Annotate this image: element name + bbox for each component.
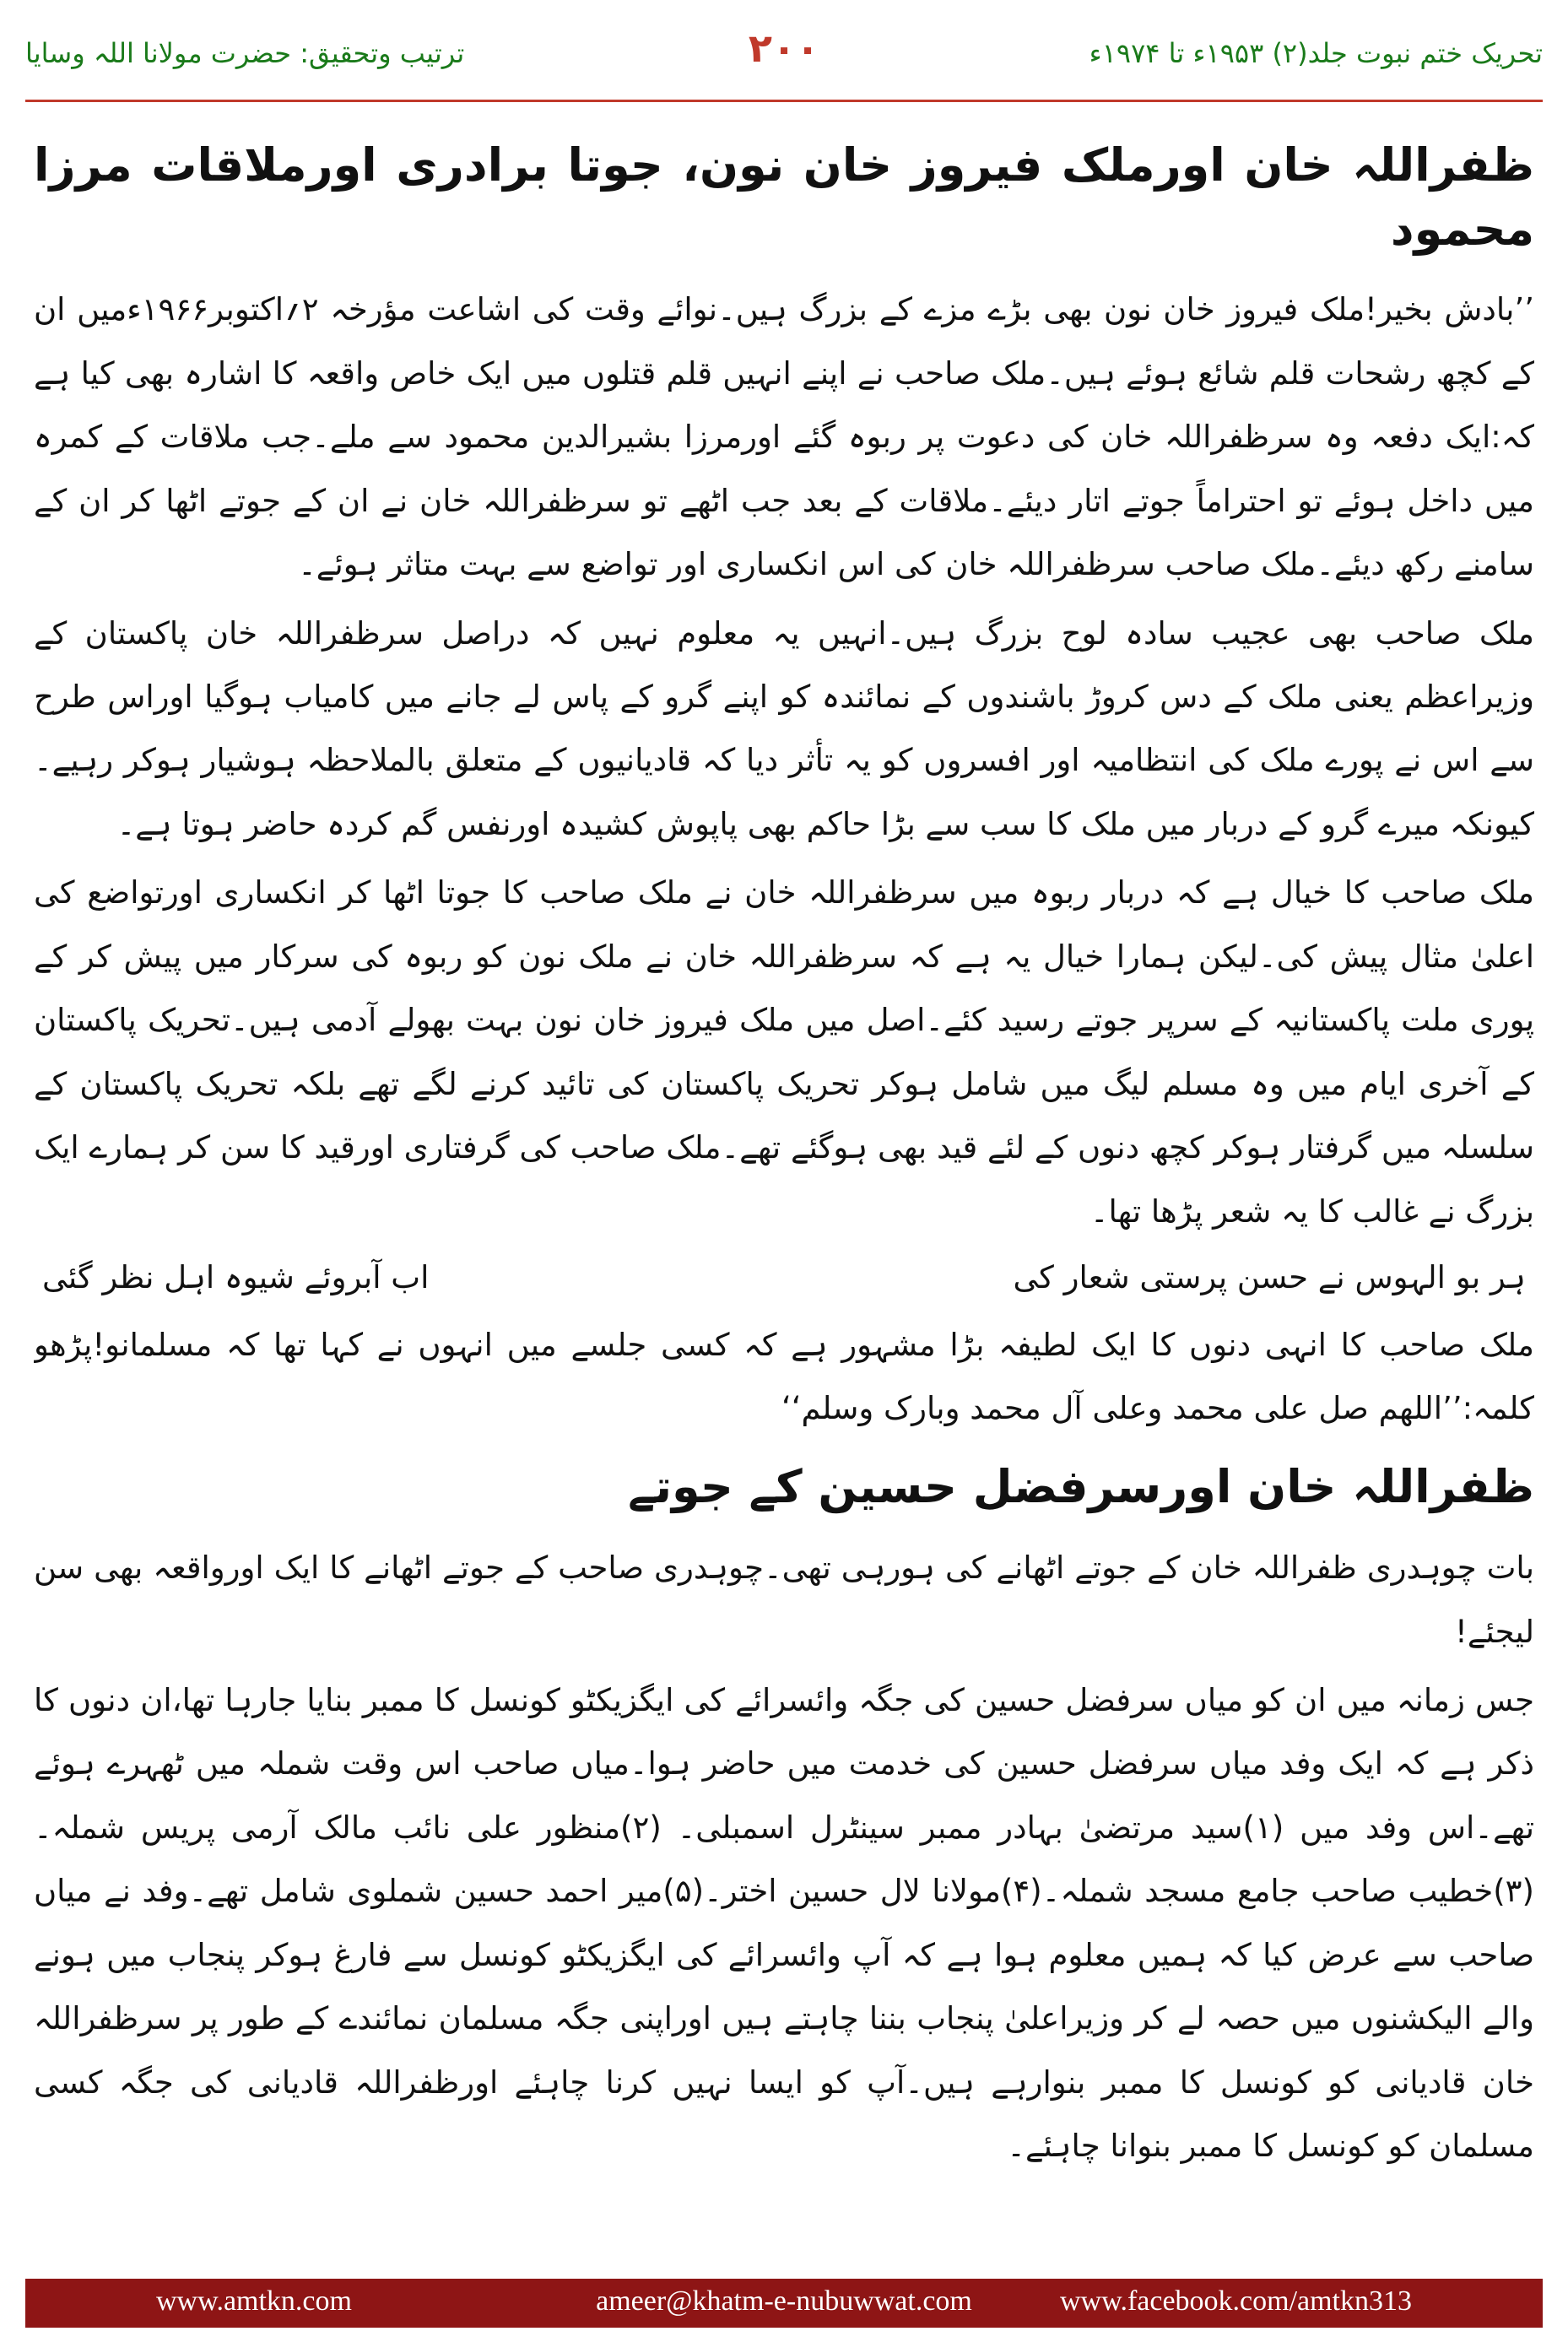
email-link[interactable]: ameer@khatm-e-nubuwwat.com bbox=[596, 2285, 972, 2317]
page-number: ۲۰۰ bbox=[748, 25, 820, 71]
closing-paragraph: ملک صاحب کا انہی دنوں کا ایک لطیفہ بڑا مشہور ہے کہ کسی جلسے میں انہوں نے کہا تھا کہ مسلمانو!پڑھو کلمہ:’’اللھم صل علی محمد وعلی آل محمد وبارک وسلم‘‘ bbox=[34, 1326, 1534, 1426]
paragraph: ملک صاحب بھی عجیب سادہ لوح بزرگ ہیں۔انہیں یہ معلوم نہیں کہ دراصل سرظفراللہ خان پاکستان کے وزیراعظم یعنی ملک کے دس کروڑ باشندوں کے نمائندہ کو اپنے گرو کے پاس لے جانے میں کامیاب ہوگیا اوراس طرح سے اس نے پورے ملک کی انتظامیہ اور افسروں کو یہ تأثر دیا کہ قادیانیوں کے متعلق بالملاحظہ ہوشیار ہوکر رہیے۔کیونکہ میرے گرو کے دربار میں ملک کا سب سے بڑا حاکم بھی پاپوش کشیدہ اورنفس گم کردہ حاضر ہوتا ہے۔ bbox=[34, 614, 1534, 842]
book-title: تحریک ختم نبوت جلد(۲) ۱۹۵۳ء تا ۱۹۷۴ء bbox=[1089, 37, 1543, 69]
poem-line-2: اب آبروئے شیوہ اہل نظر گئی bbox=[42, 1259, 430, 1296]
footer-bar bbox=[25, 2279, 1543, 2328]
header-divider bbox=[25, 100, 1543, 102]
compiler-credit: ترتیب وتحقیق: حضرت مولانا اللہ وسایا bbox=[25, 37, 465, 69]
poem-line-1: ہر بو الہوس نے حسن پرستی شعار کی bbox=[1013, 1259, 1526, 1296]
page-content bbox=[34, 118, 1534, 2253]
section-heading: ظفراللہ خان اورملک فیروز خان نون، جوتا برادری اورملاقات مرزا محمود bbox=[34, 138, 1534, 256]
paragraph: ملک صاحب کا خیال ہے کہ دربار ربوہ میں سرظفراللہ خان نے ملک صاحب کا جوتا اٹھا کر انکساری اورتواضع کی اعلیٰ مثال پیش کی۔لیکن ہمارا خیال یہ ہے کہ سرظفراللہ خان نے ملک نون کو ربوہ کی سرکار میں پیش کر کے پوری ملت پاکستانیہ کے سرپر جوتے رسید کئے۔اصل میں ملک فیروز خان نون بہت بھولے آدمی ہیں۔تحریک پاکستان کے آخری ایام میں وہ مسلم لیگ میں شامل ہوکر تحریک پاکستان کی تائید کرنے لگے تھے بلکہ تحریک پاکستان کے سلسلہ میں گرفتار ہوکر کچھ دنوں کے لئے قید بھی ہوگئے تھے۔ملک صاحب کی گرفتاری اورقید کا سن کر ہمارے ایک بزرگ نے غالب کا یہ شعر پڑھا تھا۔ bbox=[34, 874, 1534, 1230]
facebook-link[interactable]: www.facebook.com/amtkn313 bbox=[1059, 2285, 1412, 2317]
paragraph: بات چوہدری ظفراللہ خان کے جوتے اٹھانے کی ہورہی تھی۔چوہدری صاحب کے جوتے اٹھانے کا ایک اورواقعہ بھی سن لیجئے! bbox=[34, 1550, 1534, 1650]
poem-couplet bbox=[34, 1248, 1534, 1307]
website-link[interactable]: www.amtkn.com bbox=[156, 2285, 352, 2317]
paragraph: ’’بادش بخیر!ملک فیروز خان نون بھی بڑے مزے کے بزرگ ہیں۔نوائے وقت کی اشاعت مؤرخہ ۲؍اکتوبر۱۹۶۶ءمیں ان کے کچھ رشحات قلم شائع ہوئے ہیں۔ملک صاحب نے اپنے انہیں قلم قتلوں میں ایک خاص واقعہ کا اشارہ بھی کیا ہے کہ:ایک دفعہ وہ سرظفراللہ خان کی دعوت پر ربوہ گئے اورمرزا بشیرالدین محمود سے ملے۔جب ملاقات کے کمرہ میں داخل ہوئے تو احتراماً جوتے اتار دیئے۔ملاقات کے بعد جب اٹھے تو سرظفراللہ خان نے ان کے جوتے اٹھا کر ان کے سامنے رکھ دیئے۔ملک صاحب سرظفراللہ خان کی اس انکساری اور تواضع سے بہت متاثر ہوئے۔ bbox=[34, 291, 1534, 583]
page-header bbox=[25, 19, 1543, 95]
section-heading: ظفراللہ خان اورسرفضل حسین کے جوتے bbox=[628, 1460, 1534, 1514]
paragraph: جس زمانہ میں ان کو میاں سرفضل حسین کی جگہ وائسرائے کی ایگزیکٹو کونسل کا ممبر بنایا جارہا تھا،ان دنوں کا ذکر ہے کہ ایک وفد میاں سرفضل حسین کی خدمت میں حاضر ہوا۔میاں صاحب اس وقت شملہ میں ٹھہرے ہوئے تھے۔اس وفد میں (۱)سید مرتضیٰ بہادر ممبر سینٹرل اسمبلی۔ (۲)منظور علی نائب مالک آرمی پریس شملہ۔(۳)خطیب صاحب جامع مسجد شملہ۔(۴)مولانا لال حسین اختر۔(۵)میر احمد حسین شملوی شامل تھے۔وفد نے میاں صاحب سے عرض کیا کہ ہمیں معلوم ہوا ہے کہ آپ وائسرائے کی ایگزیکٹو کونسل سے فارغ ہوکر پنجاب میں ہونے والے الیکشنوں میں حصہ لے کر وزیراعلیٰ پنجاب بننا چاہتے ہیں اوراپنی جگہ مسلمان نمائندے کے طور پر سرظفراللہ خان قادیانی کو کونسل کا ممبر بنوارہے ہیں۔آپ کو ایسا نہیں کرنا چاہئے اورظفراللہ قادیانی کی جگہ کسی مسلمان کو کونسل کا ممبر بنوانا چاہئے۔ bbox=[34, 1681, 1534, 2165]
